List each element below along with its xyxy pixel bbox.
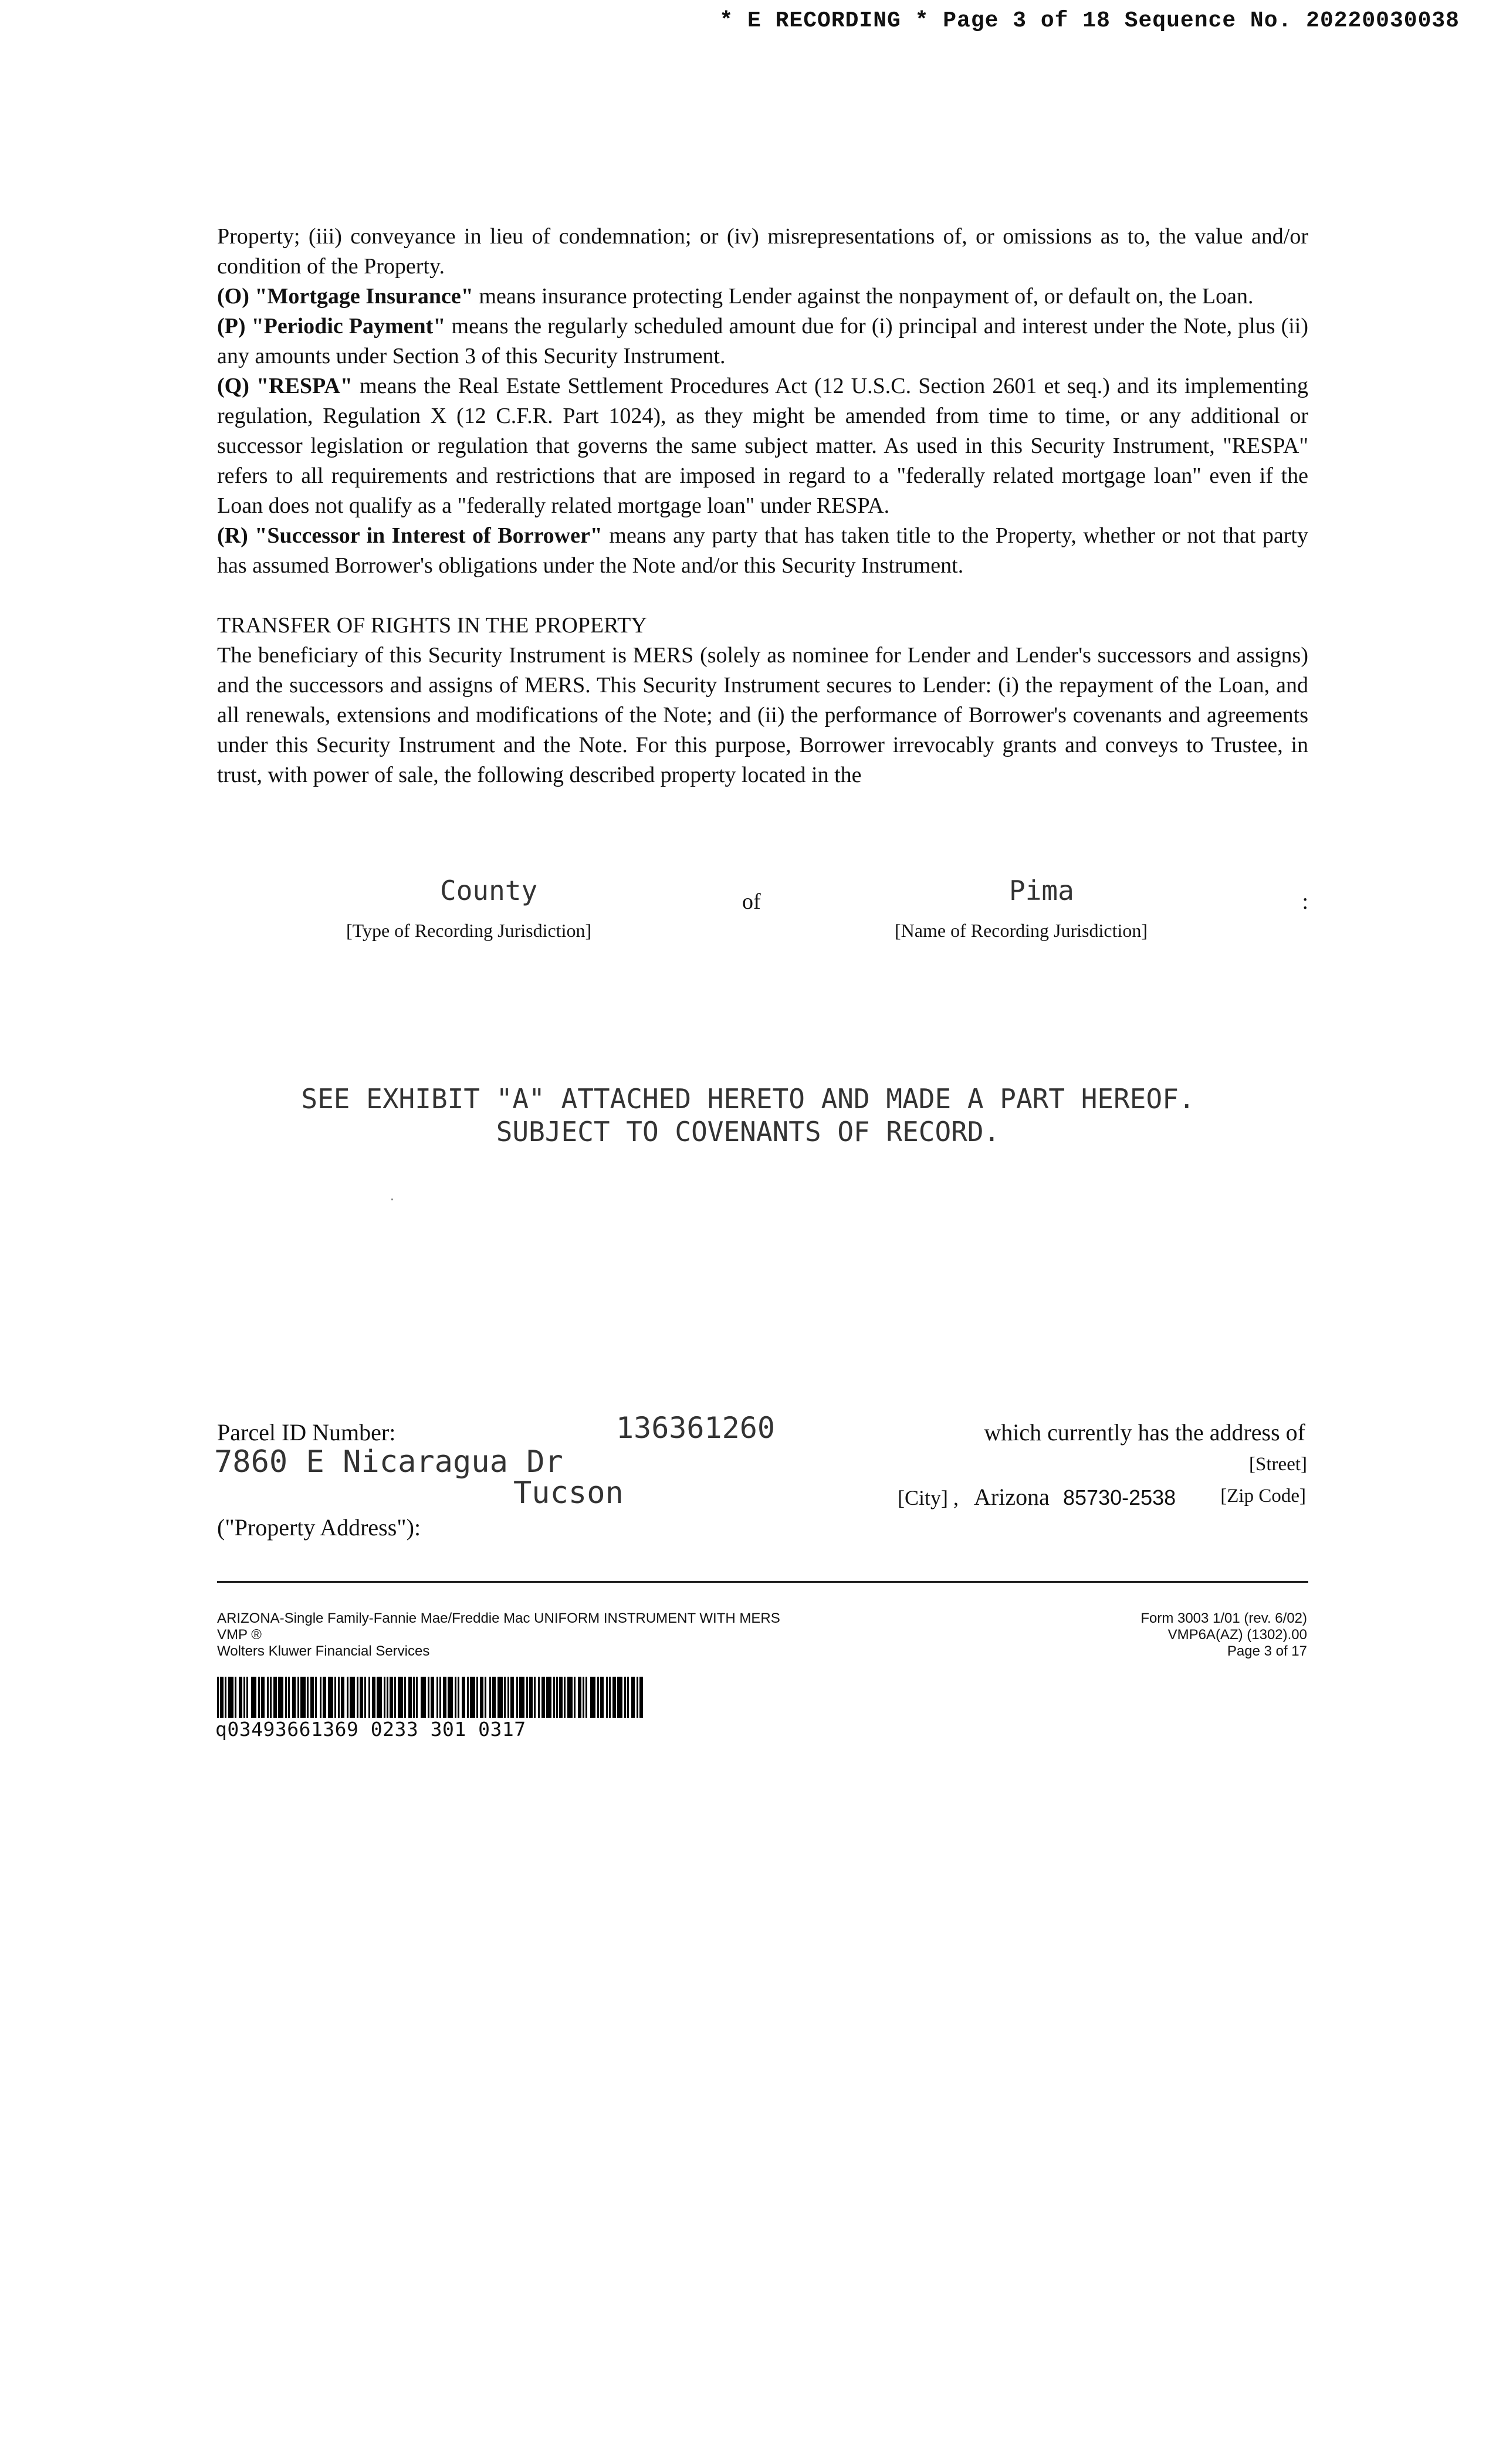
barcode-bar: [529, 1677, 533, 1718]
barcode-bar: [497, 1677, 503, 1718]
street-label: [Street]: [1249, 1454, 1307, 1475]
barcode-bar: [631, 1677, 635, 1718]
barcode-bar: [421, 1677, 426, 1718]
definition-q-term: (Q) "RESPA": [217, 374, 353, 398]
barcode-bar: [553, 1677, 555, 1718]
transfer-heading: TRANSFER OF RIGHTS IN THE PROPERTY: [217, 613, 647, 638]
barcode-bar: [368, 1677, 370, 1718]
exhibit-line-1: SEE EXHIBIT "A" ATTACHED HERETO AND MADE A PART HEREOF.: [301, 1083, 1195, 1115]
definition-o-text: means insurance protecting Lender against the nonpayment of, or default on, the Loan.: [473, 284, 1254, 309]
barcode-bar: [431, 1677, 434, 1718]
barcode-bar: [556, 1677, 558, 1718]
barcode-bar: [639, 1677, 643, 1718]
street-value: 7860 E Nicaragua Dr: [214, 1444, 563, 1480]
barcode-bar: [564, 1677, 566, 1718]
barcode-bar: [235, 1677, 236, 1718]
document-body: [217, 222, 1308, 790]
intro-paragraph: Property; (iii) conveyance in lieu of condemnation; or (iv) misrepresentations of, or omissions as to, the value and/or condition of the Property.: [217, 224, 1308, 279]
barcode-bar: [300, 1677, 306, 1718]
barcode-bar: [360, 1677, 363, 1718]
barcode-bar: [404, 1677, 406, 1718]
barcode-bar: [428, 1677, 429, 1718]
barcode-bar: [217, 1677, 219, 1718]
address-of-label: which currently has the address of: [984, 1419, 1305, 1446]
barcode-bar: [225, 1677, 226, 1718]
barcode-bar: [559, 1677, 563, 1718]
definition-r: [217, 521, 1308, 581]
footer-form-number: [1140, 1610, 1307, 1660]
barcode-bar: [328, 1677, 333, 1718]
barcode-bar: [334, 1677, 336, 1718]
footer-divider: [217, 1581, 1308, 1583]
barcode-bar: [350, 1677, 355, 1718]
zip-label: [Zip Code]: [1220, 1485, 1306, 1507]
footer-publisher: Wolters Kluwer Financial Services: [217, 1643, 430, 1659]
definition-p-text: means the regularly scheduled amount due for (i) principal and interest under the Note, plus (ii) any amounts under Section 3 of this Security Instrument.: [217, 314, 1308, 368]
jurisdiction-type-caption: [Type of Recording Jurisdiction]: [346, 920, 592, 941]
barcode-bar: [228, 1677, 233, 1718]
barcode-bar: [246, 1677, 248, 1718]
barcode-bar: [439, 1677, 441, 1718]
barcode-bar: [612, 1677, 616, 1718]
barcode-bar: [585, 1677, 587, 1718]
barcode-bar: [510, 1677, 514, 1718]
definition-p-term: (P) "Periodic Payment": [217, 314, 446, 339]
jurisdiction-name-caption: [Name of Recording Jurisdiction]: [895, 920, 1148, 941]
barcode-bar: [504, 1677, 506, 1718]
transfer-paragraph: The beneficiary of this Security Instrument is MERS (solely as nominee for Lender and Lender's successors and assigns) and the successors and assigns of MERS. This Security Instrument secures to Lender: (i) the repayment of the Loan, and all renewals, extensions and modifications of the Note; and (ii) the performance of Borrower's covenants and agreements under this Security Instrument and the Note. For this purpose, Borrower irrevocably grants and conveys to Trustee, in trust, with power of sale, the following described property located in the: [217, 643, 1308, 787]
barcode-bar: [273, 1677, 277, 1718]
barcode-bar: [480, 1677, 483, 1718]
footer-page-number: Page 3 of 17: [1227, 1643, 1307, 1659]
definition-o: [217, 282, 1308, 312]
footer-form-info: [217, 1610, 780, 1660]
barcode-bar: [541, 1677, 545, 1718]
barcode-bar: [285, 1677, 287, 1718]
barcode-bar: [476, 1677, 478, 1718]
barcode-bar: [583, 1677, 584, 1718]
barcode-bar: [567, 1677, 573, 1718]
barcode-bar: [377, 1677, 382, 1718]
barcode-bar: [267, 1677, 269, 1718]
barcode-bar: [455, 1677, 456, 1718]
barcode-bar: [288, 1677, 290, 1718]
barcode-bar: [492, 1677, 496, 1718]
barcode-bar: [364, 1677, 366, 1718]
jurisdiction-type-value: County: [440, 875, 538, 906]
city-value: Tucson: [513, 1475, 624, 1511]
jurisdiction-colon: :: [1302, 889, 1308, 914]
barcode-bar: [617, 1677, 622, 1718]
barcode-bar: [546, 1677, 551, 1718]
exhibit-line-2: SUBJECT TO COVENANTS OF RECORD.: [496, 1116, 1000, 1148]
barcode-bar: [600, 1677, 604, 1718]
barcode-bar: [462, 1677, 465, 1718]
barcode-bar: [416, 1677, 418, 1718]
barcode-bar: [627, 1677, 629, 1718]
state-value: Arizona: [974, 1484, 1050, 1510]
barcode-bar: [278, 1677, 283, 1718]
barcode-bar: [292, 1677, 296, 1718]
definition-r-term: (R) "Successor in Interest of Borrower": [217, 523, 603, 548]
barcode-bar: [390, 1677, 393, 1718]
barcode-bar: [519, 1677, 524, 1718]
barcode-bar: [590, 1677, 595, 1718]
barcode-bar: [320, 1677, 321, 1718]
barcode-bar: [394, 1677, 396, 1718]
footer-vmp-code: VMP6A(AZ) (1302).00: [1167, 1627, 1307, 1643]
footer-form-title: ARIZONA-Single Family-Fannie Mae/Freddie Mac UNIFORM INSTRUMENT WITH MERS: [217, 1610, 780, 1626]
parcel-id-value: 136361260: [616, 1411, 775, 1445]
barcode-bar: [315, 1677, 317, 1718]
barcode-bar: [297, 1677, 299, 1718]
barcode-bar: [357, 1677, 358, 1718]
barcode-bar: [538, 1677, 540, 1718]
barcode-bar: [448, 1677, 453, 1718]
barcode: [217, 1677, 645, 1718]
barcode-bar: [534, 1677, 536, 1718]
barcode-bar: [606, 1677, 608, 1718]
barcode-bar: [470, 1677, 475, 1718]
barcode-bar: [372, 1677, 375, 1718]
definition-q: [217, 371, 1308, 521]
barcode-bar: [436, 1677, 438, 1718]
barcode-bar: [526, 1677, 528, 1718]
barcode-bar: [270, 1677, 272, 1718]
barcode-bar: [467, 1677, 469, 1718]
footer-form-code: Form 3003 1/01 (rev. 6/02): [1140, 1610, 1307, 1626]
parcel-id-label: Parcel ID Number:: [217, 1419, 396, 1446]
barcode-bar: [261, 1677, 265, 1718]
footer-vmp-mark: VMP ®: [217, 1627, 262, 1643]
barcode-bar: [323, 1677, 326, 1718]
barcode-bar: [258, 1677, 260, 1718]
barcode-bar: [413, 1677, 415, 1718]
barcode-bar: [387, 1677, 388, 1718]
definition-o-term: (O) "Mortgage Insurance": [217, 284, 473, 309]
definition-q-text: means the Real Estate Settlement Procedures Act (12 U.S.C. Section 2601 et seq.) and its implementing regulation, Regulation X (12 C.F.R. Part 1024), as they might be amended from time to time, or any additional or successor legislation or regulation that governs the same subject matter. As used in this Security Instrument, "RESPA" refers to all requirements and restrictions that are imposed in regard to a "federally related mortgage loan" even if the Loan does not qualify as a "federally related mortgage loan" under RESPA.: [217, 374, 1308, 518]
barcode-bar: [341, 1677, 344, 1718]
barcode-bar: [220, 1677, 224, 1718]
barcode-bar: [239, 1677, 242, 1718]
recording-header: * E RECORDING * Page 3 of 18 Sequence No. 20220030038: [719, 8, 1460, 33]
definition-r-text: means any party that has taken title to the Property, whether or not that party has assumed Borrower's obligations under the Note and/or this Security Instrument.: [217, 523, 1308, 578]
barcode-bar: [609, 1677, 611, 1718]
barcode-bar: [384, 1677, 385, 1718]
barcode-bar: [489, 1677, 491, 1718]
barcode-bar: [307, 1677, 309, 1718]
barcode-bar: [458, 1677, 459, 1718]
barcode-bar: [408, 1677, 412, 1718]
barcode-bar: [624, 1677, 626, 1718]
barcode-bar: [578, 1677, 581, 1718]
jurisdiction-of: of: [742, 889, 761, 914]
barcode-bar: [637, 1677, 638, 1718]
jurisdiction-name-value: Pima: [1009, 875, 1074, 906]
scan-speck: [391, 1199, 393, 1200]
barcode-bar: [347, 1677, 348, 1718]
barcode-bar: [398, 1677, 403, 1718]
barcode-bar: [338, 1677, 340, 1718]
barcode-bar: [443, 1677, 446, 1718]
barcode-bar: [243, 1677, 245, 1718]
jurisdiction-line: [217, 877, 1308, 912]
exhibit-statement: [0, 1082, 1496, 1148]
barcode-bar: [574, 1677, 576, 1718]
barcode-bar: [516, 1677, 518, 1718]
barcode-bar: [310, 1677, 314, 1718]
property-address-label: ("Property Address"):: [217, 1514, 421, 1541]
zip-value: 85730-2538: [1063, 1485, 1176, 1509]
city-label: [City] ,: [898, 1486, 959, 1509]
barcode-bar: [251, 1677, 256, 1718]
definition-p: [217, 312, 1308, 371]
barcode-number: q03493661369 0233 301 0317: [215, 1718, 526, 1741]
barcode-bar: [597, 1677, 599, 1718]
barcode-bar: [485, 1677, 486, 1718]
barcode-bar: [507, 1677, 509, 1718]
